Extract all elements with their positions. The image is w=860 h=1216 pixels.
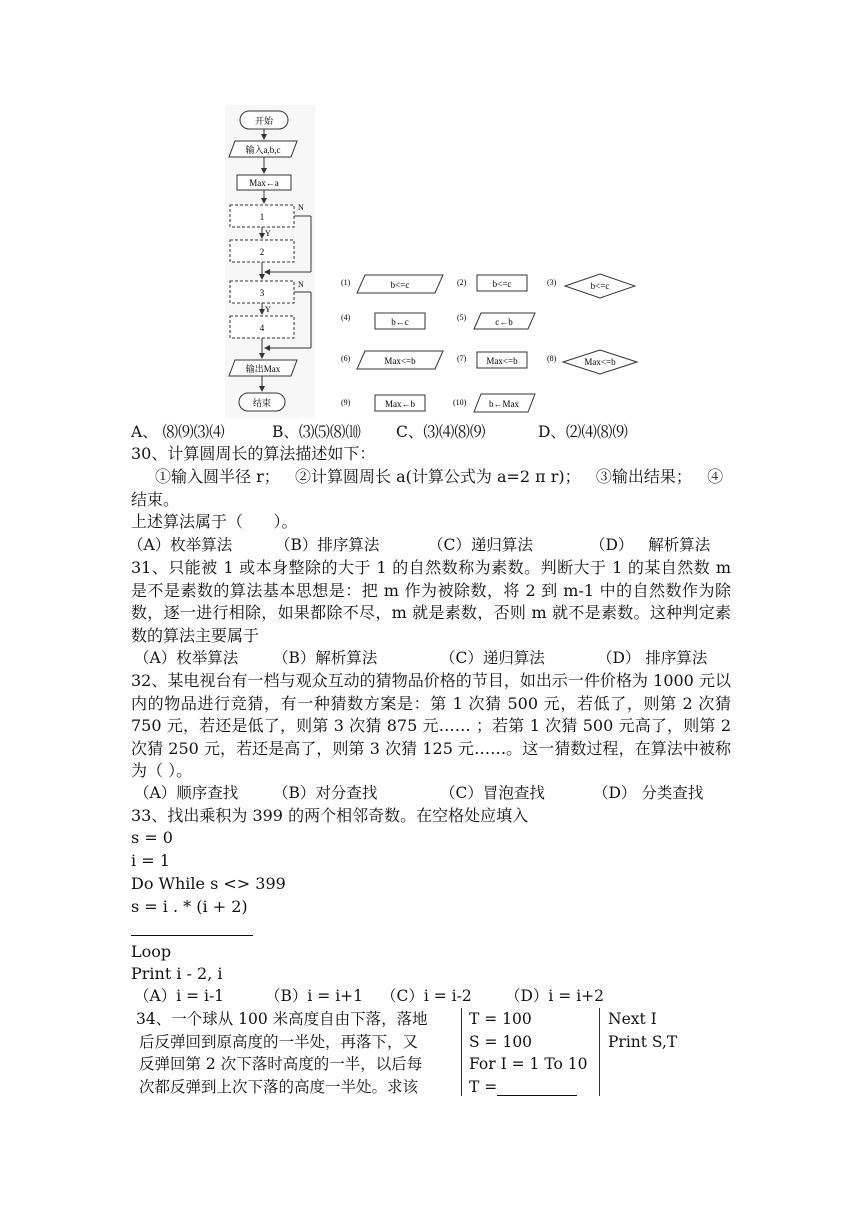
shape-1-label: b<=c bbox=[390, 280, 410, 290]
flow-n1: N bbox=[298, 203, 304, 212]
shape-4-label: b←c bbox=[391, 317, 409, 327]
flowchart bbox=[225, 105, 315, 418]
q30-steps-cont: 结束。 bbox=[131, 490, 180, 509]
flow-box-2: 2 bbox=[259, 247, 265, 257]
shape-7-label: Max<=b bbox=[486, 356, 518, 366]
flow-n2: N bbox=[298, 280, 304, 289]
shape-6-num: (6) bbox=[341, 354, 351, 363]
q30-steps: ①输入圆半径 r； ②计算圆周长 a(计算公式为 a=2 π r)； ③输出结果； ④ bbox=[155, 467, 724, 486]
shape-1-num: (1) bbox=[341, 278, 351, 287]
flow-box-3: 3 bbox=[259, 288, 265, 298]
q29-option-c[interactable]: C、⑶⑷⑻⑼ bbox=[396, 423, 486, 441]
shape-9-num: (9) bbox=[341, 398, 351, 407]
shape-8-label: Max<=b bbox=[584, 357, 616, 367]
q30-title: 30、计算圆周长的算法描述如下： bbox=[131, 444, 376, 463]
shape-5-label: c←b bbox=[495, 317, 513, 327]
q34-code-right-1: Next I bbox=[608, 1010, 657, 1028]
q34-code-line-2: S = 100 bbox=[469, 1032, 533, 1051]
flow-y1: Y bbox=[265, 229, 271, 238]
q32-text: 32、某电视台有一档与观众互动的猜物品价格的节目，如出示一件价格为 1000 元以内的物品进行竞猜，有一种猜数方案是：第 1 次猜 500 元，若低了，则第 2 次猜 750 元，若还是低了，则第 3 次猜 875 元…… ；若第 1 次猜 500 元高了，则第 2 次猜 250 元，若还是高了，则第 3 次猜 125 元……。这一猜数过程，在算法中被称为（ ）。 bbox=[131, 671, 731, 780]
q33-code-line-2: i = 1 bbox=[131, 851, 170, 870]
q32-option-b[interactable]: （B）对分查找 bbox=[273, 784, 378, 802]
shape-8-num: (8) bbox=[547, 354, 557, 363]
q33-code-line-1: s = 0 bbox=[131, 828, 173, 847]
q33-option-b[interactable]: （B）i = i+1 bbox=[265, 987, 363, 1005]
shape-2-label: b<=c bbox=[492, 279, 512, 289]
q30-option-b[interactable]: （B）排序算法 bbox=[275, 536, 380, 554]
shape-4-num: (4) bbox=[341, 313, 351, 322]
shape-5-num: (5) bbox=[457, 313, 467, 322]
q33-code-line-4: s = i . * (i + 2) bbox=[131, 897, 248, 916]
q33-code-line-7: Print i - 2, i bbox=[131, 964, 223, 983]
shape-7-num: (7) bbox=[457, 354, 467, 363]
q33-option-a[interactable]: （A）i = i-1 bbox=[134, 987, 225, 1005]
q32-option-c[interactable]: （C）冒泡查找 bbox=[440, 784, 545, 802]
shape-3-num: (3) bbox=[547, 278, 557, 287]
q34-answer-blank[interactable] bbox=[497, 1078, 577, 1096]
flow-start: 开始 bbox=[254, 116, 274, 126]
shape-9-label: Max←b bbox=[385, 399, 415, 409]
q29-option-b[interactable]: B、⑶⑸⑻⑽ bbox=[272, 423, 361, 441]
q31-option-b[interactable]: （B）解析算法 bbox=[273, 649, 378, 667]
shape-6-label: Max<=b bbox=[384, 356, 416, 366]
shape-3-label: b<=c bbox=[590, 281, 610, 291]
q32-option-a[interactable]: （A）顺序查找 bbox=[134, 784, 239, 802]
q33-code-line-6: Loop bbox=[131, 942, 172, 961]
shape-2-num: (2) bbox=[457, 278, 467, 287]
flow-box-4: 4 bbox=[259, 323, 265, 333]
flow-input: 输入a,b,c bbox=[245, 145, 281, 155]
q34-code-line-4: T = bbox=[469, 1077, 503, 1096]
q31-option-d[interactable]: （D） 排序算法 bbox=[597, 649, 708, 667]
q34-code-right-2: Print S,T bbox=[608, 1032, 678, 1051]
q33-option-d[interactable]: （D）i = i+2 bbox=[505, 987, 605, 1005]
q33-code-line-3: Do While s <> 399 bbox=[131, 874, 286, 893]
shape-10-label: b←Max bbox=[489, 399, 519, 409]
q34-table bbox=[131, 1008, 731, 1098]
q34-text-line-1: 34、一个球从 100 米高度自由下落，落地 bbox=[136, 1010, 428, 1028]
q34-divider-2 bbox=[599, 1008, 600, 1096]
q30-question: 上述算法属于（ ）。 bbox=[131, 512, 298, 531]
q34-code-line-3: For I = 1 To 10 bbox=[469, 1055, 588, 1073]
q29-option-d[interactable]: D、⑵⑷⑻⑼ bbox=[538, 423, 628, 441]
q31-text: 31、只能被 1 或本身整除的大于 1 的自然数称为素数。判断大于 1 的某自然数 m 是不是素数的算法基本思想是：把 m 作为被除数，将 2 到 m-1 中的自然数作为除数，逐一进行相除，如果都除不尽，m 就是素数，否则 m 就不是素数。这种判定素数的算法主要属于 bbox=[131, 558, 731, 645]
q31-option-a[interactable]: （A）枚举算法 bbox=[134, 649, 239, 667]
q32-option-d[interactable]: （D） 分类查找 bbox=[593, 784, 704, 802]
candidate-shapes bbox=[335, 265, 645, 415]
q34-divider-1 bbox=[461, 1008, 462, 1096]
flow-y2: Y bbox=[265, 305, 271, 314]
q30-option-a[interactable]: （A）枚举算法 bbox=[128, 536, 233, 554]
shape-10-num: (10) bbox=[453, 398, 467, 407]
q34-text-line-3: 反弹回第 2 次下落时高度的一半，以后每 bbox=[139, 1055, 423, 1073]
q34-text-line-2: 后反弹回到原高度的一半处，再落下，又 bbox=[139, 1032, 419, 1051]
flow-box-1: 1 bbox=[259, 212, 265, 222]
q33-title: 33、找出乘积为 399 的两个相邻奇数。在空格处应填入 bbox=[131, 806, 529, 825]
flow-assign: Max←a bbox=[249, 178, 279, 188]
flow-end: 结束 bbox=[252, 398, 272, 408]
q29-option-a[interactable]: A、 ⑻⑼⑶⑷ bbox=[131, 423, 225, 441]
flow-output: 输出Max bbox=[245, 364, 281, 374]
q31-option-c[interactable]: （C）递归算法 bbox=[440, 649, 545, 667]
q34-code-line-1: T = 100 bbox=[469, 1010, 532, 1028]
q30-option-c[interactable]: （C）递归算法 bbox=[428, 536, 533, 554]
q34-text-line-4: 次都反弹到上次下落的高度一半处。求该 bbox=[139, 1077, 419, 1096]
q30-option-d[interactable]: （D） 解析算法 bbox=[590, 536, 711, 554]
q33-option-c[interactable]: （C）i = i-2 bbox=[381, 987, 472, 1005]
q33-answer-blank[interactable] bbox=[131, 919, 253, 936]
